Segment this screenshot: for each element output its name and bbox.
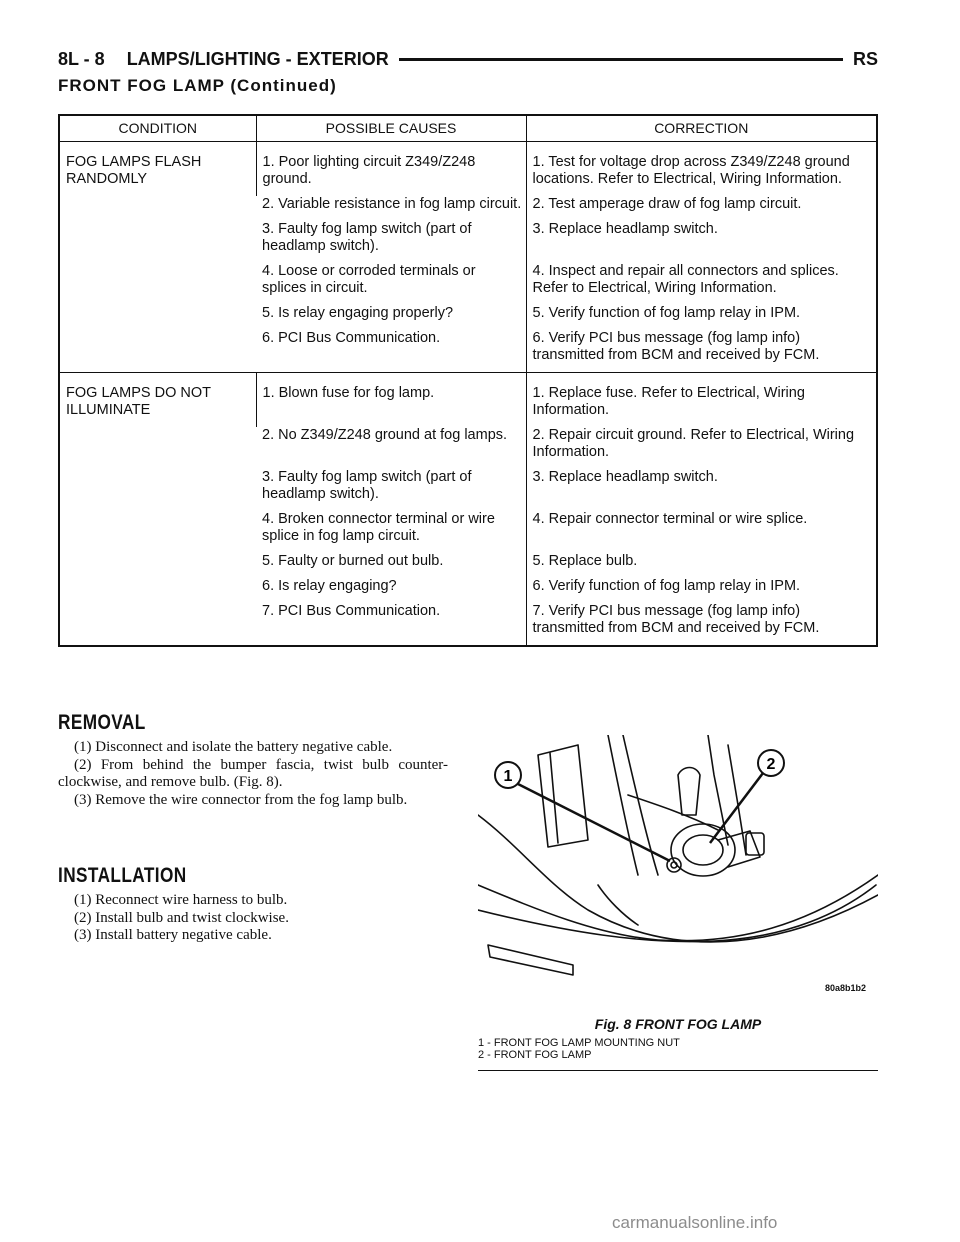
correction-cell: 5. Replace bulb. — [526, 553, 877, 578]
cause-cell: 3. Faulty fog lamp switch (part of headlamp switch). — [262, 469, 472, 502]
fog-lamp-illustration — [478, 735, 878, 995]
removal-step: (3) Remove the wire connector from the fog lamp bulb. — [74, 791, 408, 808]
watermark: carmanualsonline.info — [612, 1213, 778, 1232]
table-row — [59, 373, 877, 428]
installation-step: (3) Install battery negative cable. — [74, 927, 272, 943]
cause-cell: 5. Is relay engaging properly? — [262, 305, 454, 321]
correction-cell: 1. Test for voltage drop across Z349/Z248 ground locations. Refer to Electrical, Wiring Information. — [526, 142, 877, 197]
installation-step: (1) Reconnect wire harness to bulb. — [74, 892, 288, 908]
correction-cell: 7. Verify PCI bus message (fog lamp info) transmitted from BCM and received by FCM. — [526, 603, 877, 646]
removal-step: (2) From behind the bumper fascia, twist bulb counter-clockwise, and remove bulb. (Fig. 8). — [58, 756, 448, 790]
page-header — [58, 46, 878, 72]
cause-cell: 2. Variable resistance in fog lamp circuit. — [262, 196, 522, 212]
continued-title: FRONT FOG LAMP (Continued) — [58, 76, 337, 95]
figure-caption: Fig. 8 FRONT FOG LAMP — [594, 1016, 762, 1032]
page-number: 8L - 8 — [58, 48, 105, 69]
cause-cell: 6. Is relay engaging? — [262, 578, 397, 594]
installation-steps — [58, 892, 448, 945]
figure-rule — [478, 1070, 878, 1071]
correction-cell: 1. Replace fuse. Refer to Electrical, Wiring Information. — [526, 373, 877, 428]
condition-group-flash — [59, 142, 877, 373]
cause-cell: 1. Blown fuse for fog lamp. — [256, 373, 526, 428]
legend-item: 1 - FRONT FOG LAMP MOUNTING NUT — [478, 1037, 680, 1049]
correction-cell: 2. Repair circuit ground. Refer to Electrical, Wiring Information. — [526, 427, 877, 469]
installation-step: (2) Install bulb and twist clockwise. — [74, 909, 289, 926]
cause-cell: 6. PCI Bus Communication. — [262, 330, 441, 346]
figure-code: 80a8b1b2 — [825, 983, 867, 993]
table-header-row — [59, 115, 877, 142]
installation-heading: INSTALLATION — [58, 864, 187, 887]
figure-legend — [478, 1037, 878, 1061]
removal-step: (1) Disconnect and isolate the battery negative cable. — [74, 739, 393, 755]
correction-cell: 6. Verify function of fog lamp relay in IPM. — [526, 578, 877, 603]
callout-2: 2 — [766, 756, 776, 773]
header-correction: CORRECTION — [526, 115, 877, 142]
figure-8 — [478, 735, 878, 1073]
cause-cell: 2. No Z349/Z248 ground at fog lamps. — [262, 427, 508, 443]
correction-cell: 6. Verify PCI bus message (fog lamp info) transmitted from BCM and received by FCM. — [526, 330, 877, 373]
cause-cell: 1. Poor lighting circuit Z349/Z248 ground. — [256, 142, 526, 197]
removal-steps — [58, 739, 448, 809]
correction-cell: 3. Replace headlamp switch. — [526, 469, 877, 511]
correction-cell: 2. Test amperage draw of fog lamp circuit. — [526, 196, 877, 221]
condition-group-no-illuminate — [59, 373, 877, 647]
correction-cell: 5. Verify function of fog lamp relay in IPM. — [526, 305, 877, 330]
correction-cell: 4. Inspect and repair all connectors and splices. Refer to Electrical, Wiring Information. — [526, 263, 877, 305]
condition-cell: FOG LAMPS DO NOT ILLUMINATE — [66, 385, 211, 418]
cause-cell: 4. Broken connector terminal or wire splice in fog lamp circuit. — [262, 511, 495, 544]
correction-cell: 3. Replace headlamp switch. — [526, 221, 877, 263]
legend-item: 2 - FRONT FOG LAMP — [478, 1049, 592, 1061]
cause-cell: 4. Loose or corroded terminals or splices in circuit. — [262, 263, 476, 296]
condition-cell: FOG LAMPS FLASH RANDOMLY — [66, 154, 202, 187]
table-row — [59, 142, 877, 197]
correction-cell: 4. Repair connector terminal or wire splice. — [526, 511, 877, 553]
cause-cell: 7. PCI Bus Communication. — [262, 603, 441, 619]
removal-heading: REMOVAL — [58, 711, 146, 734]
section-title: LAMPS/LIGHTING - EXTERIOR — [126, 48, 389, 69]
cause-cell: 5. Faulty or burned out bulb. — [262, 553, 444, 569]
model-code: RS — [852, 48, 878, 69]
header-rule — [399, 58, 843, 61]
callout-1: 1 — [503, 768, 513, 785]
diagnosis-table — [58, 114, 878, 647]
header-possible-causes: POSSIBLE CAUSES — [256, 115, 526, 142]
header-condition: CONDITION — [59, 115, 256, 142]
cause-cell: 3. Faulty fog lamp switch (part of headlamp switch). — [262, 221, 472, 254]
